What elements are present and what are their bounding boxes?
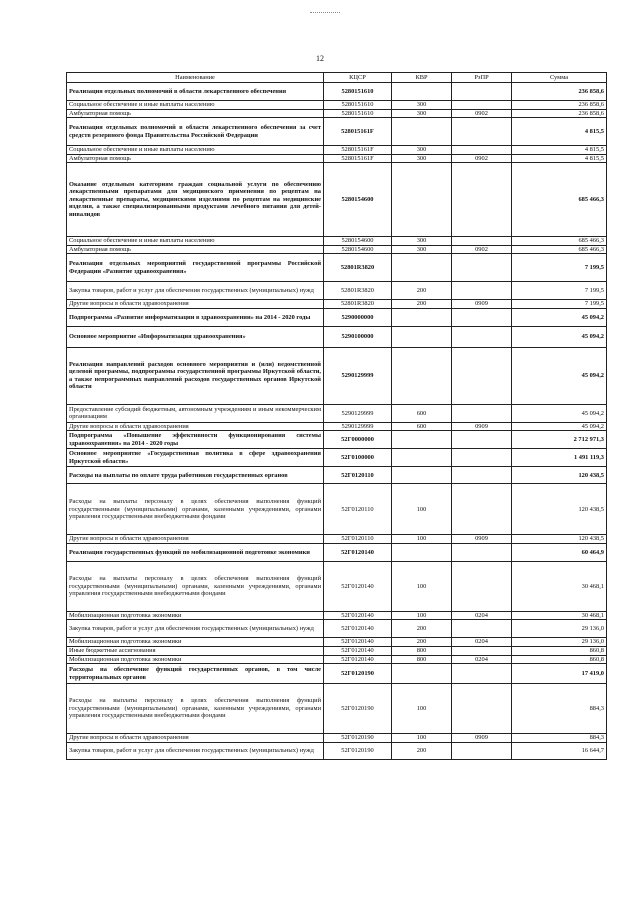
row-kvr-cell bbox=[392, 83, 452, 101]
table-row bbox=[67, 611, 607, 620]
row-kcsr-cell: 52801R3820 bbox=[324, 254, 392, 282]
row-sum-cell: 860,8 bbox=[512, 647, 607, 656]
row-rzpr-cell bbox=[452, 449, 512, 467]
row-rzpr-cell bbox=[452, 467, 512, 484]
row-sum-cell: 17 419,0 bbox=[512, 664, 607, 684]
table-row bbox=[67, 449, 607, 467]
row-name-cell: Основное мероприятие «Информатизация здравоохранения» bbox=[67, 326, 324, 347]
row-sum-cell: 29 136,0 bbox=[512, 638, 607, 647]
table-row bbox=[67, 347, 607, 404]
table-row bbox=[67, 535, 607, 544]
row-kcsr-cell: 52Г0120190 bbox=[324, 664, 392, 684]
row-name-cell: Социальное обеспечение и иные выплаты населению bbox=[67, 146, 324, 155]
row-rzpr-cell bbox=[452, 647, 512, 656]
row-name-cell: Предоставление субсидий бюджетным, автономным учреждениям и иным некоммерческим организациям bbox=[67, 404, 324, 422]
table-row bbox=[67, 647, 607, 656]
row-sum-cell: 2 712 971,3 bbox=[512, 431, 607, 449]
table-row bbox=[67, 684, 607, 734]
table-row bbox=[67, 620, 607, 638]
row-kcsr-cell: 52Г0120140 bbox=[324, 561, 392, 611]
row-name-cell: Закупка товаров, работ и услуг для обеспечения государственных (муниципальных) нужд bbox=[67, 742, 324, 759]
row-sum-cell: 1 491 119,3 bbox=[512, 449, 607, 467]
row-kvr-cell bbox=[392, 467, 452, 484]
row-rzpr-cell bbox=[452, 404, 512, 422]
row-sum-cell: 29 136,0 bbox=[512, 620, 607, 638]
row-rzpr-cell bbox=[452, 282, 512, 300]
row-name-cell: Амбулаторная помощь bbox=[67, 245, 324, 254]
row-name-cell: Амбулаторная помощь bbox=[67, 154, 324, 163]
row-kvr-cell: 800 bbox=[392, 647, 452, 656]
row-kvr-cell bbox=[392, 118, 452, 146]
row-name-cell: Оказание отдельным категориям граждан социальной услуги по обеспечению лекарственными препаратами для медицинского применения по рецептам на лекарственные препараты, медицинскими изделиями по рецептам на медицинские изделия, а также специализированными продуктами лечебного питания для детей-инвалидов bbox=[67, 163, 324, 237]
row-kcsr-cell: 52Г0120110 bbox=[324, 467, 392, 484]
row-kvr-cell: 200 bbox=[392, 620, 452, 638]
row-name-cell: Основное мероприятие «Государственная политика в сфере здравоохранения Иркутской области» bbox=[67, 449, 324, 467]
table-row bbox=[67, 664, 607, 684]
row-sum-cell: 4 815,5 bbox=[512, 154, 607, 163]
row-kvr-cell: 200 bbox=[392, 742, 452, 759]
row-kcsr-cell: 52Г0120140 bbox=[324, 647, 392, 656]
row-name-cell: Подпрограмма «Повышение эффективности функционирования системы здравоохранения» на 2014 - 2020 годы bbox=[67, 431, 324, 449]
row-kvr-cell: 100 bbox=[392, 684, 452, 734]
row-sum-cell: 45 094,2 bbox=[512, 347, 607, 404]
row-kvr-cell: 300 bbox=[392, 109, 452, 118]
row-rzpr-cell bbox=[452, 684, 512, 734]
table-row bbox=[67, 561, 607, 611]
row-rzpr-cell: 0204 bbox=[452, 655, 512, 664]
table-row bbox=[67, 467, 607, 484]
table-row bbox=[67, 237, 607, 246]
row-rzpr-cell: 0902 bbox=[452, 154, 512, 163]
row-kcsr-cell: 5280151610 bbox=[324, 101, 392, 110]
row-sum-cell: 30 468,1 bbox=[512, 611, 607, 620]
row-name-cell: Реализация направлений расходов основного мероприятия и (или) ведомственной целевой программы, подпрограммы государственной программы Иркутской области, а также непрограммных направлений расходов государственных органов Иркутской области bbox=[67, 347, 324, 404]
row-sum-cell: 120 438,5 bbox=[512, 484, 607, 535]
row-kvr-cell: 300 bbox=[392, 146, 452, 155]
row-kcsr-cell: 52Г0120140 bbox=[324, 543, 392, 561]
row-kvr-cell: 800 bbox=[392, 655, 452, 664]
row-sum-cell: 30 468,1 bbox=[512, 561, 607, 611]
row-name-cell: Расходы на выплаты по оплате труда работников государственных органов bbox=[67, 467, 324, 484]
table-row bbox=[67, 326, 607, 347]
row-sum-cell: 16 644,7 bbox=[512, 742, 607, 759]
row-sum-cell: 236 858,6 bbox=[512, 101, 607, 110]
header-name: Наименование bbox=[67, 73, 324, 83]
row-sum-cell: 120 438,5 bbox=[512, 535, 607, 544]
table-row bbox=[67, 245, 607, 254]
row-kcsr-cell: 52Г0120190 bbox=[324, 742, 392, 759]
row-name-cell: Другие вопросы в области здравоохранения bbox=[67, 734, 324, 743]
row-kcsr-cell: 528015161F bbox=[324, 146, 392, 155]
row-sum-cell: 7 199,5 bbox=[512, 282, 607, 300]
row-kcsr-cell: 5290100000 bbox=[324, 326, 392, 347]
row-name-cell: Амбулаторная помощь bbox=[67, 109, 324, 118]
row-kcsr-cell: 5290129999 bbox=[324, 422, 392, 431]
row-rzpr-cell bbox=[452, 146, 512, 155]
row-kvr-cell: 100 bbox=[392, 484, 452, 535]
row-rzpr-cell bbox=[452, 254, 512, 282]
row-rzpr-cell: 0902 bbox=[452, 109, 512, 118]
row-name-cell: Социальное обеспечение и иные выплаты населению bbox=[67, 101, 324, 110]
row-kvr-cell bbox=[392, 163, 452, 237]
row-kvr-cell: 200 bbox=[392, 300, 452, 309]
row-sum-cell: 4 815,5 bbox=[512, 146, 607, 155]
header-kvr: КВР bbox=[392, 73, 452, 83]
row-rzpr-cell bbox=[452, 742, 512, 759]
row-kvr-cell: 300 bbox=[392, 245, 452, 254]
row-kcsr-cell: 5280151610 bbox=[324, 83, 392, 101]
table-row bbox=[67, 300, 607, 309]
table-row bbox=[67, 154, 607, 163]
row-sum-cell: 685 466,3 bbox=[512, 245, 607, 254]
row-name-cell: Расходы на выплаты персоналу в целях обеспечения выполнения функций государственными (муниципальными) органами, казенными учреждениями, органами управления государственными внебюджетными фондами bbox=[67, 684, 324, 734]
table-row bbox=[67, 254, 607, 282]
row-kvr-cell: 100 bbox=[392, 611, 452, 620]
row-kcsr-cell: 52Г0120140 bbox=[324, 620, 392, 638]
row-sum-cell: 7 199,5 bbox=[512, 254, 607, 282]
row-rzpr-cell bbox=[452, 163, 512, 237]
row-rzpr-cell bbox=[452, 326, 512, 347]
row-rzpr-cell bbox=[452, 118, 512, 146]
row-kcsr-cell: 5280154600 bbox=[324, 163, 392, 237]
row-kvr-cell: 100 bbox=[392, 561, 452, 611]
row-name-cell: Другие вопросы в области здравоохранения bbox=[67, 535, 324, 544]
row-rzpr-cell: 0204 bbox=[452, 638, 512, 647]
table-row bbox=[67, 109, 607, 118]
row-sum-cell: 45 094,2 bbox=[512, 404, 607, 422]
row-kcsr-cell: 5280154600 bbox=[324, 237, 392, 246]
row-kcsr-cell: 5290129999 bbox=[324, 404, 392, 422]
table-row bbox=[67, 282, 607, 300]
row-kvr-cell bbox=[392, 543, 452, 561]
row-kcsr-cell: 52Г0120140 bbox=[324, 611, 392, 620]
table-row bbox=[67, 404, 607, 422]
table-row bbox=[67, 734, 607, 743]
table-row bbox=[67, 146, 607, 155]
row-kcsr-cell: 52Г0120110 bbox=[324, 484, 392, 535]
row-name-cell: Расходы на выплаты персоналу в целях обеспечения выполнения функций государственными (муниципальными) органами, казенными учреждениями, органами управления государственными внебюджетными фондами bbox=[67, 484, 324, 535]
budget-table bbox=[66, 72, 607, 760]
row-rzpr-cell bbox=[452, 101, 512, 110]
row-kvr-cell: 600 bbox=[392, 404, 452, 422]
row-sum-cell: 236 858,6 bbox=[512, 109, 607, 118]
row-rzpr-cell bbox=[452, 664, 512, 684]
row-kvr-cell: 200 bbox=[392, 282, 452, 300]
table-row bbox=[67, 655, 607, 664]
row-kvr-cell bbox=[392, 664, 452, 684]
table-header-row bbox=[67, 73, 607, 83]
row-rzpr-cell: 0909 bbox=[452, 734, 512, 743]
row-kcsr-cell: 52Г0100000 bbox=[324, 449, 392, 467]
row-rzpr-cell bbox=[452, 561, 512, 611]
row-sum-cell: 7 199,5 bbox=[512, 300, 607, 309]
table-row bbox=[67, 422, 607, 431]
table-row bbox=[67, 101, 607, 110]
row-name-cell: Расходы на выплаты персоналу в целях обеспечения выполнения функций государственными (муниципальными) органами, казенными учреждениями, органами управления государственными внебюджетными фондами bbox=[67, 561, 324, 611]
row-rzpr-cell bbox=[452, 620, 512, 638]
row-rzpr-cell: 0909 bbox=[452, 535, 512, 544]
row-name-cell: Другие вопросы в области здравоохранения bbox=[67, 422, 324, 431]
row-kvr-cell bbox=[392, 431, 452, 449]
row-name-cell: Другие вопросы в области здравоохранения bbox=[67, 300, 324, 309]
row-name-cell: Социальное обеспечение и иные выплаты населению bbox=[67, 237, 324, 246]
header-kcsr: КЦСР bbox=[324, 73, 392, 83]
row-kcsr-cell: 52801R3820 bbox=[324, 300, 392, 309]
row-kvr-cell bbox=[392, 326, 452, 347]
row-rzpr-cell: 0204 bbox=[452, 611, 512, 620]
row-sum-cell: 4 815,5 bbox=[512, 118, 607, 146]
table-row bbox=[67, 638, 607, 647]
row-sum-cell: 236 858,6 bbox=[512, 83, 607, 101]
row-kcsr-cell: 528015161F bbox=[324, 118, 392, 146]
row-name-cell: Закупка товаров, работ и услуг для обеспечения государственных (муниципальных) нужд bbox=[67, 282, 324, 300]
row-sum-cell: 45 094,2 bbox=[512, 308, 607, 326]
row-name-cell: Подпрограмма «Развитие информатизации в здравоохранении» на 2014 - 2020 годы bbox=[67, 308, 324, 326]
row-kvr-cell: 600 bbox=[392, 422, 452, 431]
table-body bbox=[67, 83, 607, 760]
row-kcsr-cell: 528015161F bbox=[324, 154, 392, 163]
row-name-cell: Расходы на обеспечение функций государственных органов, в том числе территориальных органов bbox=[67, 664, 324, 684]
row-kvr-cell: 300 bbox=[392, 154, 452, 163]
row-kcsr-cell: 52801R3820 bbox=[324, 282, 392, 300]
row-name-cell: Мобилизационная подготовка экономики bbox=[67, 611, 324, 620]
row-sum-cell: 120 438,5 bbox=[512, 467, 607, 484]
row-sum-cell: 45 094,2 bbox=[512, 422, 607, 431]
table-row bbox=[67, 83, 607, 101]
row-name-cell: Закупка товаров, работ и услуг для обеспечения государственных (муниципальных) нужд bbox=[67, 620, 324, 638]
row-name-cell: Мобилизационная подготовка экономики bbox=[67, 638, 324, 647]
row-kvr-cell: 300 bbox=[392, 101, 452, 110]
row-name-cell: Реализация отдельных мероприятий государственной программы Российской Федерации «Развитие здравоохранения» bbox=[67, 254, 324, 282]
row-sum-cell: 860,8 bbox=[512, 655, 607, 664]
row-rzpr-cell bbox=[452, 484, 512, 535]
table-row bbox=[67, 543, 607, 561]
row-rzpr-cell bbox=[452, 431, 512, 449]
row-kvr-cell: 200 bbox=[392, 638, 452, 647]
table-row bbox=[67, 431, 607, 449]
row-kcsr-cell: 52Г0120190 bbox=[324, 734, 392, 743]
row-kcsr-cell: 5280154600 bbox=[324, 245, 392, 254]
row-kvr-cell bbox=[392, 254, 452, 282]
row-kcsr-cell: 5290129999 bbox=[324, 347, 392, 404]
row-sum-cell: 45 094,2 bbox=[512, 326, 607, 347]
row-sum-cell: 685 466,3 bbox=[512, 163, 607, 237]
row-rzpr-cell bbox=[452, 543, 512, 561]
row-rzpr-cell bbox=[452, 347, 512, 404]
header-rzpr: РзПР bbox=[452, 73, 512, 83]
row-name-cell: Реализация отдельных полномочий в области лекарственного обеспечения за счет средств резервного фонда Правительства Российской Федерации bbox=[67, 118, 324, 146]
table-row bbox=[67, 163, 607, 237]
table-row bbox=[67, 484, 607, 535]
row-sum-cell: 60 464,9 bbox=[512, 543, 607, 561]
table-row bbox=[67, 118, 607, 146]
row-sum-cell: 884,3 bbox=[512, 734, 607, 743]
table-row bbox=[67, 742, 607, 759]
row-kvr-cell bbox=[392, 347, 452, 404]
row-name-cell: Иные бюджетные ассигнования bbox=[67, 647, 324, 656]
row-sum-cell: 884,3 bbox=[512, 684, 607, 734]
row-kvr-cell bbox=[392, 449, 452, 467]
row-kcsr-cell: 52Г0120190 bbox=[324, 684, 392, 734]
row-kcsr-cell: 5280151610 bbox=[324, 109, 392, 118]
header-sum: Сумма bbox=[512, 73, 607, 83]
row-kcsr-cell: 5290000000 bbox=[324, 308, 392, 326]
row-rzpr-cell bbox=[452, 83, 512, 101]
row-kcsr-cell: 52Г0000000 bbox=[324, 431, 392, 449]
row-rzpr-cell bbox=[452, 237, 512, 246]
row-kvr-cell: 300 bbox=[392, 237, 452, 246]
scan-mark bbox=[310, 12, 340, 15]
row-kcsr-cell: 52Г0120140 bbox=[324, 655, 392, 664]
page-number: 12 bbox=[316, 54, 324, 63]
row-name-cell: Мобилизационная подготовка экономики bbox=[67, 655, 324, 664]
row-kvr-cell bbox=[392, 308, 452, 326]
row-rzpr-cell: 0902 bbox=[452, 245, 512, 254]
row-rzpr-cell bbox=[452, 308, 512, 326]
row-name-cell: Реализация государственных функций по мобилизационной подготовке экономики bbox=[67, 543, 324, 561]
row-kvr-cell: 100 bbox=[392, 535, 452, 544]
row-name-cell: Реализация отдельных полномочий в области лекарственного обеспечения bbox=[67, 83, 324, 101]
row-kcsr-cell: 52Г0120140 bbox=[324, 638, 392, 647]
row-kvr-cell: 100 bbox=[392, 734, 452, 743]
row-rzpr-cell: 0909 bbox=[452, 300, 512, 309]
row-sum-cell: 685 466,3 bbox=[512, 237, 607, 246]
table-row bbox=[67, 308, 607, 326]
row-kcsr-cell: 52Г0120110 bbox=[324, 535, 392, 544]
row-rzpr-cell: 0909 bbox=[452, 422, 512, 431]
